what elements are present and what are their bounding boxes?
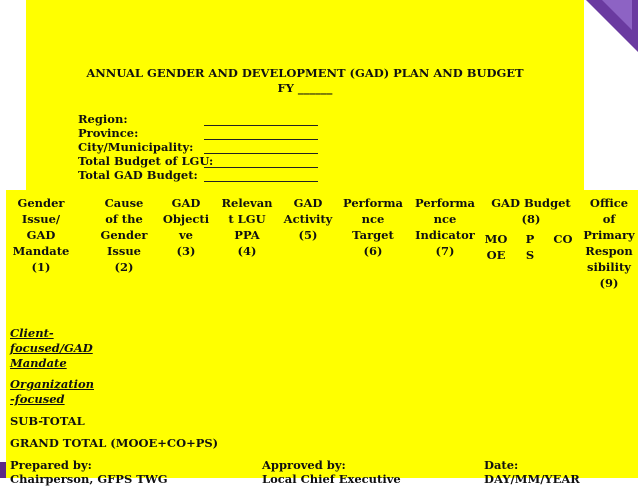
meta-lgu-budget: Total Budget of LGU: [78,154,214,168]
meta-lgu-budget-blank[interactable] [204,167,318,168]
row-grand-total: GRAND TOTAL (MOOE+CO+PS) [10,436,219,450]
prepared-by-label: Prepared by: [10,458,92,472]
row-client-focused: Client- focused/GAD Mandate [10,326,93,370]
col-indicator: Performa nce Indicator (7) [414,196,475,258]
prepared-by-role: Chairperson, GFPS TWG [10,472,168,486]
meta-province-blank[interactable] [204,139,318,140]
budget-mooe: MO OE [484,232,508,262]
col-gad-budget: GAD Budget (8) [491,196,571,226]
row-subtotal: SUB-TOTAL [10,414,85,428]
col-office: Office of Primary Respon sibility (9) [583,196,635,290]
approved-by-label: Approved by: [262,458,346,472]
budget-ps: P S [525,232,535,262]
fiscal-year: FY ______ [277,81,333,95]
date-format: DAY/MM/YEAR [484,472,580,486]
corner-accent-inner [602,0,632,30]
meta-gad-budget-blank[interactable] [204,181,318,182]
meta-region: Region: [78,112,128,126]
col-lgu-ppa: Relevan t LGU PPA (4) [221,196,273,258]
date-label: Date: [484,458,519,472]
approved-by-role: Local Chief Executive [262,472,401,486]
col-gender-issue: Gender Issue/ GAD Mandate (1) [12,196,70,274]
meta-province: Province: [78,126,139,140]
col-activity: GAD Activity (5) [283,196,333,242]
row-org-focused: Organization -focused [10,377,94,406]
meta-city: City/Municipality: [78,140,194,154]
col-objective: GAD Objecti ve (3) [162,196,210,258]
col-target: Performa nce Target (6) [342,196,403,258]
meta-city-blank[interactable] [204,153,318,154]
budget-co: CO [553,232,573,246]
col-cause: Cause of the Gender Issue (2) [100,196,148,274]
meta-region-blank[interactable] [204,125,318,126]
document-title: ANNUAL GENDER AND DEVELOPMENT (GAD) PLAN AND BUDGET [86,66,524,80]
meta-gad-budget: Total GAD Budget: [78,168,198,182]
